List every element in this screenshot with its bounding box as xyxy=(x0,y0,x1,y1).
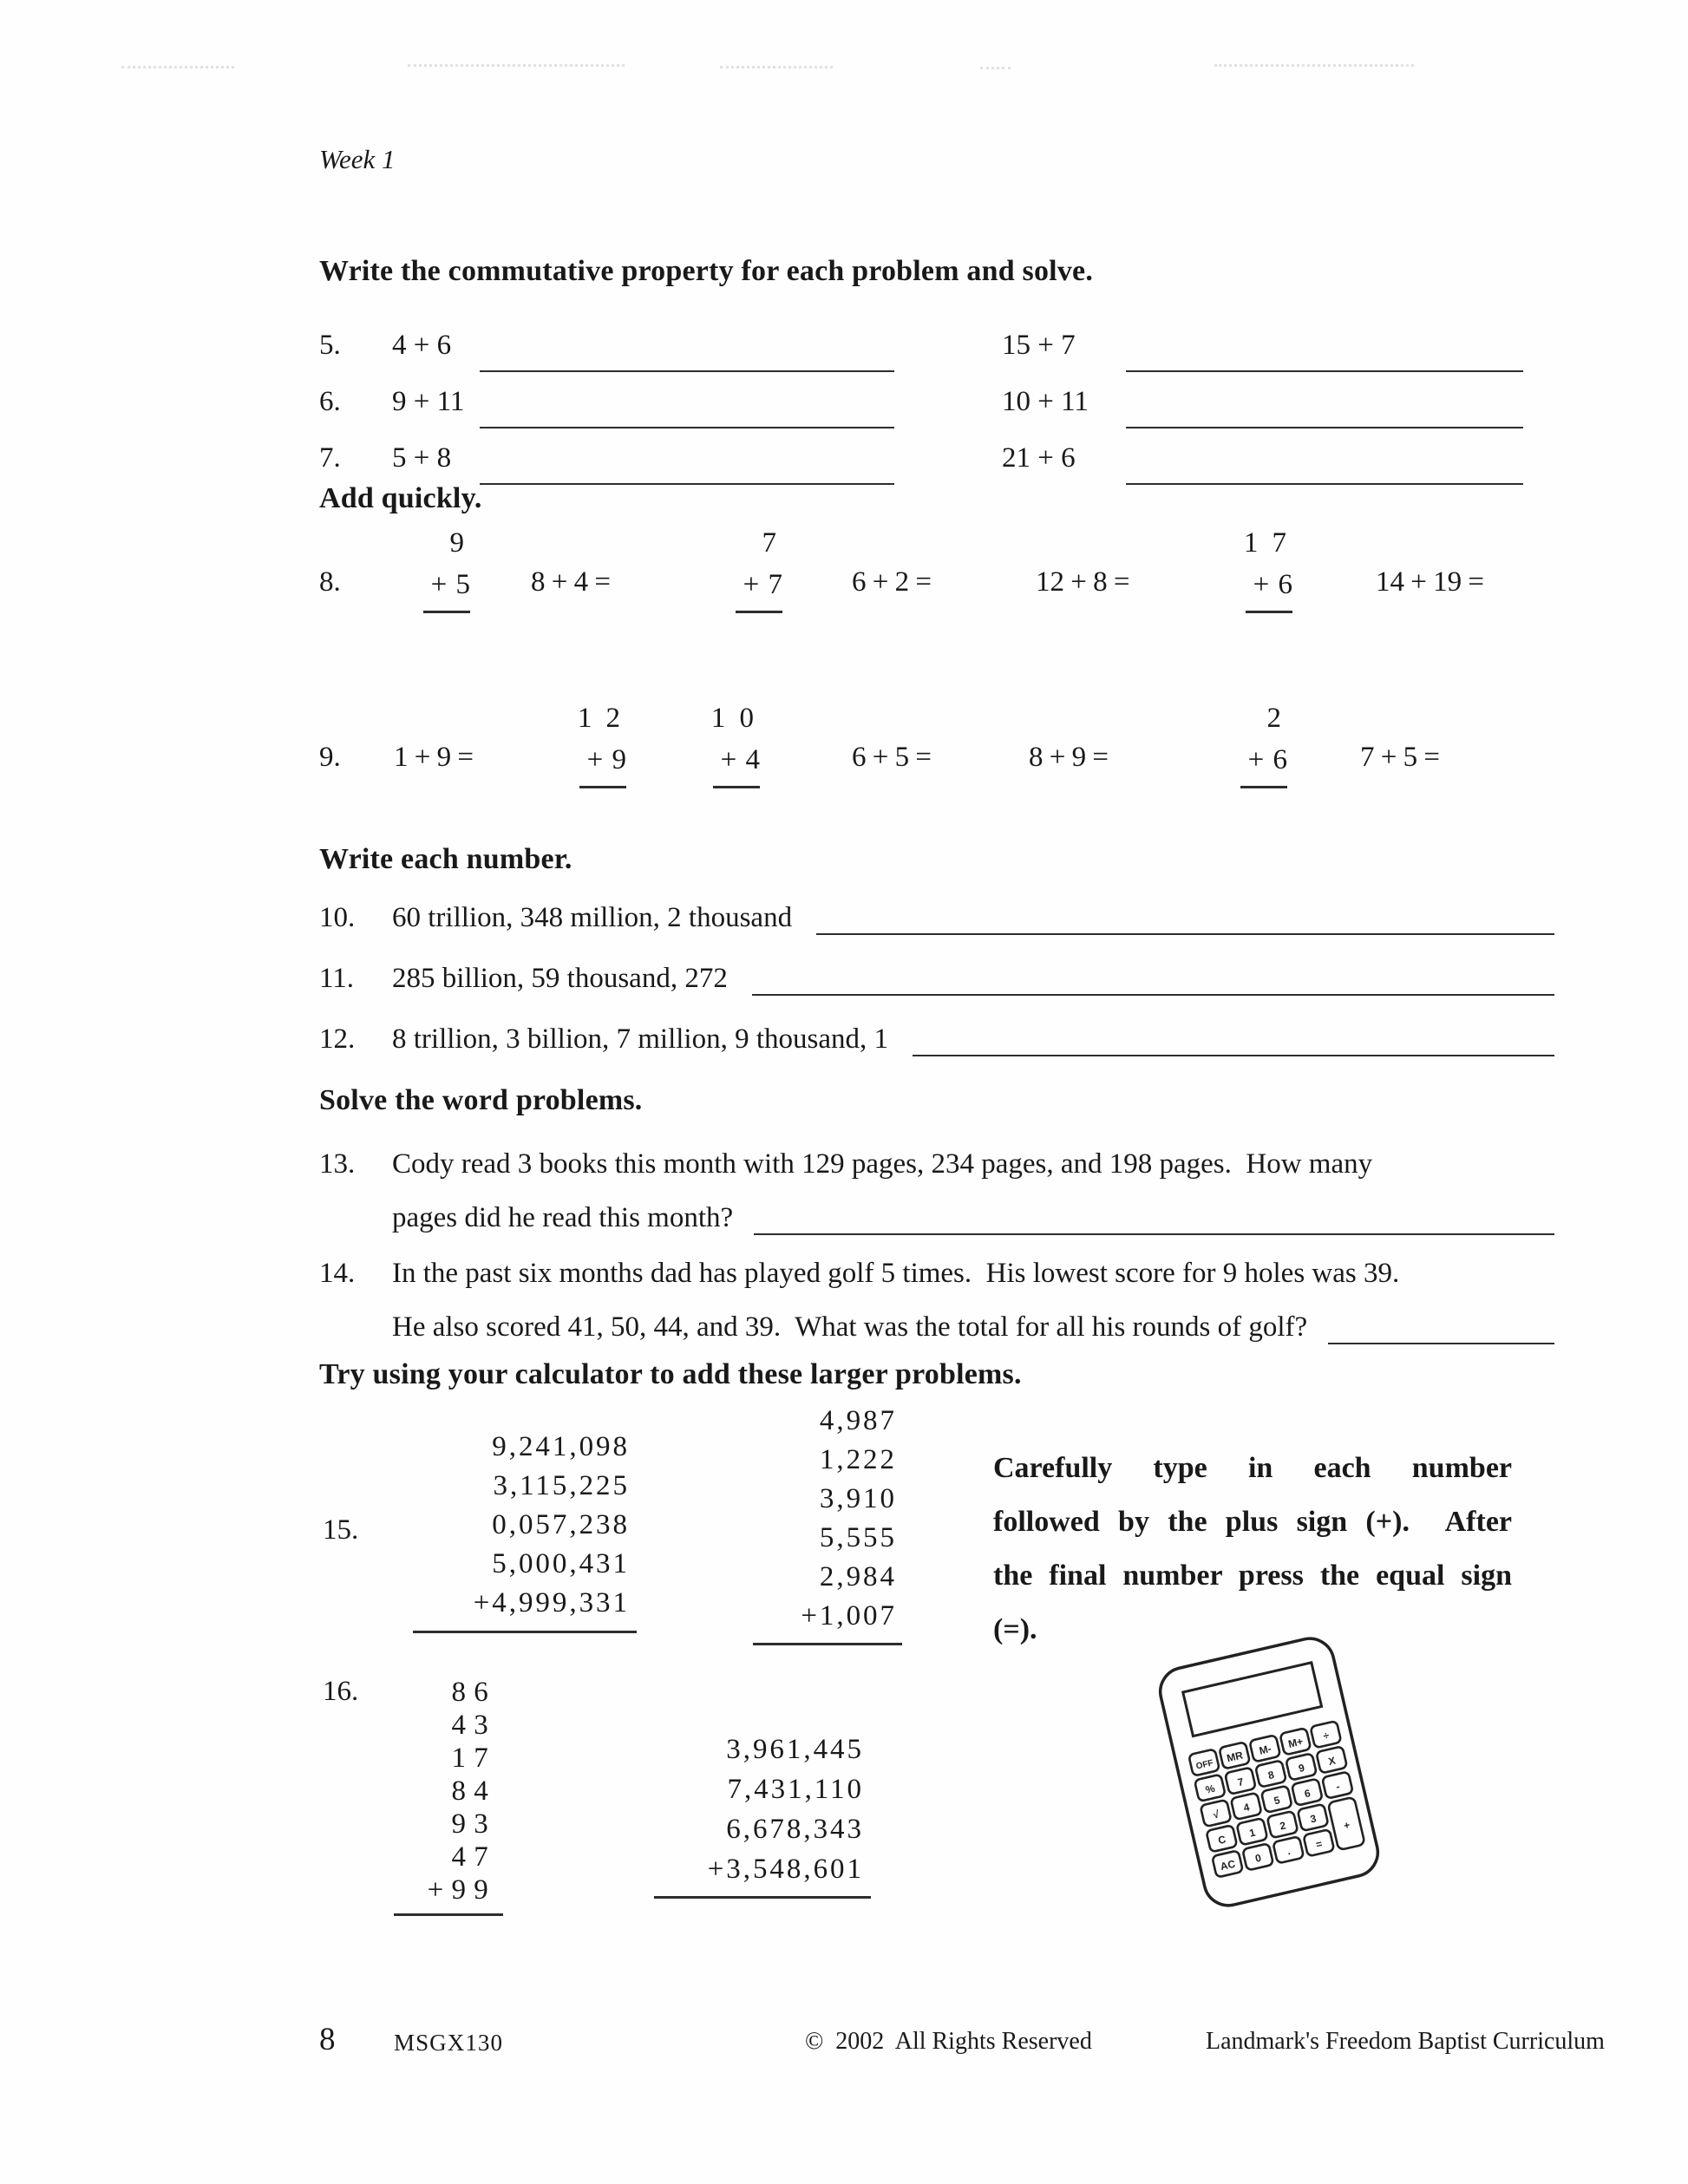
problem-text: He also scored 41, 50, 44, and 39. What was the total for all his rounds of golf? xyxy=(392,1311,1308,1343)
problem-number: 10. xyxy=(319,902,356,933)
vertical-addition xyxy=(711,524,782,613)
sum-line xyxy=(394,1913,503,1916)
sum-line xyxy=(1240,786,1287,788)
calc-key-label: 2 xyxy=(1279,1819,1287,1833)
calc-key-label: 8 xyxy=(1266,1768,1276,1782)
calc-key-label: 7 xyxy=(1236,1775,1246,1789)
problem-number: 16. xyxy=(323,1676,359,1707)
problem-16 xyxy=(319,1655,1534,2019)
addend: 4,987 xyxy=(819,1405,897,1436)
addend: 1,222 xyxy=(819,1444,897,1475)
answer-line xyxy=(480,370,894,372)
section-heading-write-numbers: Write each number. xyxy=(319,843,572,875)
addend: 3,961,445 xyxy=(726,1734,864,1765)
addend-top: 1 0 xyxy=(710,703,757,734)
problem-number: 6. xyxy=(319,386,341,417)
scan-noise-mark xyxy=(720,66,833,69)
problem-14 xyxy=(319,1252,1554,1348)
problem-13-line2-row xyxy=(319,1197,1554,1239)
problem-number: 9. xyxy=(319,742,341,773)
addend: 2,984 xyxy=(819,1561,897,1592)
addend: 9,241,098 xyxy=(492,1431,630,1462)
addend-bottom: + 9 xyxy=(586,744,626,775)
problem-expression: 12 + 8 = xyxy=(1036,566,1130,598)
answer-line xyxy=(480,483,894,485)
addend-bottom: + 7 xyxy=(743,569,782,600)
calc-key-label: 6 xyxy=(1303,1787,1312,1801)
problem-expression: 5 + 8 xyxy=(392,442,452,474)
problem-number: 13. xyxy=(319,1148,356,1180)
calc-key-label: 9 xyxy=(1297,1761,1306,1775)
problem-number: 12. xyxy=(319,1023,356,1055)
calc-key-label: M- xyxy=(1258,1742,1273,1757)
problem-13-line1-row xyxy=(319,1143,1554,1185)
sum-line xyxy=(654,1896,871,1899)
problem-expression: 6 + 2 = xyxy=(852,566,932,598)
curriculum-code: MSGX130 xyxy=(394,2030,504,2056)
problem-number: 7. xyxy=(319,442,341,474)
section-heading-commutative: Write the commutative property for each problem and solve. xyxy=(319,255,1094,287)
addend-bottom: + 6 xyxy=(1247,744,1287,775)
answer-line xyxy=(1328,1343,1554,1344)
section-heading-add-quickly: Add quickly. xyxy=(319,482,482,514)
addend: 47 xyxy=(451,1841,496,1873)
answer-line xyxy=(913,1055,1554,1056)
sum-line xyxy=(753,1643,902,1645)
problem-5-row xyxy=(319,330,1551,387)
problem-expression: 14 + 19 = xyxy=(1376,566,1484,598)
addend-top: 1 7 xyxy=(1243,527,1290,559)
instruction-line: Carefully type in each number xyxy=(993,1452,1512,1484)
addend: 3,910 xyxy=(819,1483,897,1514)
vertical-addition xyxy=(1216,524,1292,613)
scan-noise-mark xyxy=(408,64,625,67)
calc-key-label: + xyxy=(1342,1818,1351,1833)
addition-column-a xyxy=(401,1676,496,1906)
addend: 86 xyxy=(451,1677,496,1708)
problem-14-line2-row xyxy=(319,1306,1554,1348)
vertical-addition xyxy=(687,699,760,788)
addend: 7,431,110 xyxy=(727,1774,864,1805)
addend: +4,999,331 xyxy=(473,1587,630,1618)
problem-number: 5. xyxy=(319,330,341,361)
addend: 17 xyxy=(451,1743,496,1774)
vertical-addition xyxy=(1214,699,1287,788)
vertical-addition xyxy=(553,699,626,788)
week-label: Week 1 xyxy=(319,144,396,174)
scan-noise-mark xyxy=(1214,64,1414,67)
problem-6-row xyxy=(319,386,1551,443)
problem-text: 8 trillion, 3 billion, 7 million, 9 thousand, 1 xyxy=(392,1023,889,1055)
addend: 5,000,431 xyxy=(492,1548,630,1579)
calculator-display xyxy=(1183,1663,1322,1736)
calc-key-label: 3 xyxy=(1309,1812,1318,1826)
calc-key-label: X xyxy=(1327,1754,1337,1769)
problem-expression: 1 + 9 = xyxy=(394,742,474,773)
addend-bottom: + 4 xyxy=(720,744,760,775)
addend-top: 2 xyxy=(1266,703,1285,734)
problem-expression: 21 + 6 xyxy=(1002,442,1076,474)
calc-key-label: OFF xyxy=(1194,1758,1214,1772)
calc-key-label: AC xyxy=(1219,1857,1237,1873)
instruction-line: the final number press the equal sign xyxy=(993,1560,1512,1592)
addend-top: 9 xyxy=(449,527,468,559)
calc-key-label: - xyxy=(1334,1780,1341,1793)
problem-7-row xyxy=(319,442,1551,500)
calc-key-label: √ xyxy=(1212,1808,1220,1821)
scan-noise-mark xyxy=(121,66,234,69)
problem-12-row xyxy=(319,1023,1554,1065)
answer-line xyxy=(1126,370,1523,372)
addend: 5,555 xyxy=(819,1522,897,1553)
problem-text: pages did he read this month? xyxy=(392,1202,734,1233)
problem-number: 15. xyxy=(323,1514,359,1546)
answer-line xyxy=(1126,427,1523,428)
answer-line xyxy=(752,994,1554,996)
problem-expression: 4 + 6 xyxy=(392,330,452,361)
addend: 6,678,343 xyxy=(726,1814,864,1845)
problem-8-row xyxy=(319,524,1568,632)
problem-text: In the past six months dad has played golf 5 times. His lowest score for 9 holes was 39. xyxy=(392,1258,1400,1289)
vertical-addition xyxy=(399,524,470,613)
sum-line xyxy=(713,786,760,788)
calc-key-label: 1 xyxy=(1247,1826,1257,1840)
problem-expression: 8 + 9 = xyxy=(1029,742,1109,773)
calc-key-label: 4 xyxy=(1242,1801,1251,1815)
addition-column-b xyxy=(760,1402,897,1636)
problem-text: 285 billion, 59 thousand, 272 xyxy=(392,963,728,994)
calc-key-label: 0 xyxy=(1253,1851,1263,1865)
problem-text: Cody read 3 books this month with 129 pages, 234 pages, and 198 pages. How many xyxy=(392,1148,1373,1180)
write-numbers-list xyxy=(319,902,1554,1084)
answer-line xyxy=(816,933,1554,935)
addend: 84 xyxy=(451,1775,496,1807)
problem-9-row xyxy=(319,699,1568,808)
calc-key-label: ÷ xyxy=(1321,1729,1331,1743)
section-heading-calculator: Try using your calculator to add these larger problems. xyxy=(319,1358,1022,1390)
problem-expression: 15 + 7 xyxy=(1002,330,1076,361)
sum-line xyxy=(736,611,782,613)
sum-line xyxy=(579,786,626,788)
calc-key-label: MR xyxy=(1225,1749,1245,1765)
addend: +1,007 xyxy=(801,1600,897,1631)
sum-line xyxy=(413,1631,637,1633)
answer-line xyxy=(480,427,894,428)
page-number: 8 xyxy=(319,2022,336,2057)
problem-expression: 7 + 5 = xyxy=(1360,742,1440,773)
calculator-illustration xyxy=(1104,1612,1434,1932)
problem-expression: 8 + 4 = xyxy=(531,566,611,598)
answer-line xyxy=(754,1233,1554,1235)
problem-expression: 10 + 11 xyxy=(1002,386,1089,417)
section-heading-word-problems: Solve the word problems. xyxy=(319,1084,643,1116)
calc-key-label: . xyxy=(1286,1845,1292,1858)
addend: 3,115,225 xyxy=(493,1470,630,1501)
problem-number: 11. xyxy=(319,963,355,994)
addend: 93 xyxy=(451,1808,496,1840)
problem-14-line1-row xyxy=(319,1252,1554,1294)
problem-expression: 6 + 5 = xyxy=(852,742,932,773)
addend-top: 7 xyxy=(762,527,780,559)
calc-key-label: 5 xyxy=(1273,1794,1281,1808)
sum-line xyxy=(423,611,470,613)
problem-number: 8. xyxy=(319,566,341,598)
addition-column-b xyxy=(663,1730,864,1889)
problem-number: 14. xyxy=(319,1258,356,1289)
copyright-notice: © 2002 All Rights Reserved xyxy=(805,2028,1092,2055)
calc-key-label: = xyxy=(1314,1837,1324,1851)
addition-column-a xyxy=(422,1428,630,1623)
addend-bottom: + 5 xyxy=(430,569,470,600)
addend: 43 xyxy=(451,1710,496,1741)
publisher-name: Landmark's Freedom Baptist Curriculum xyxy=(1206,2028,1605,2055)
calc-key-label: M+ xyxy=(1286,1735,1305,1750)
addend: 0,057,238 xyxy=(492,1509,630,1540)
problem-expression: 9 + 11 xyxy=(392,386,465,417)
calc-key-label: C xyxy=(1216,1833,1227,1847)
problem-text: 60 trillion, 348 million, 2 thousand xyxy=(392,902,793,933)
instruction-line: (=). xyxy=(993,1613,1037,1645)
addend: +3,548,601 xyxy=(707,1854,864,1885)
answer-line xyxy=(1126,483,1523,485)
addend-top: 1 2 xyxy=(577,703,624,734)
addend: +99 xyxy=(427,1874,496,1906)
problem-13 xyxy=(319,1143,1554,1239)
scan-noise-mark xyxy=(980,67,1011,69)
problem-10-row xyxy=(319,902,1554,944)
sum-line xyxy=(1246,611,1292,613)
problem-11-row xyxy=(319,963,1554,1004)
addend-bottom: + 6 xyxy=(1253,569,1292,600)
instruction-line: followed by the plus sign (+). After xyxy=(993,1506,1512,1538)
calc-key-label: % xyxy=(1204,1782,1216,1796)
